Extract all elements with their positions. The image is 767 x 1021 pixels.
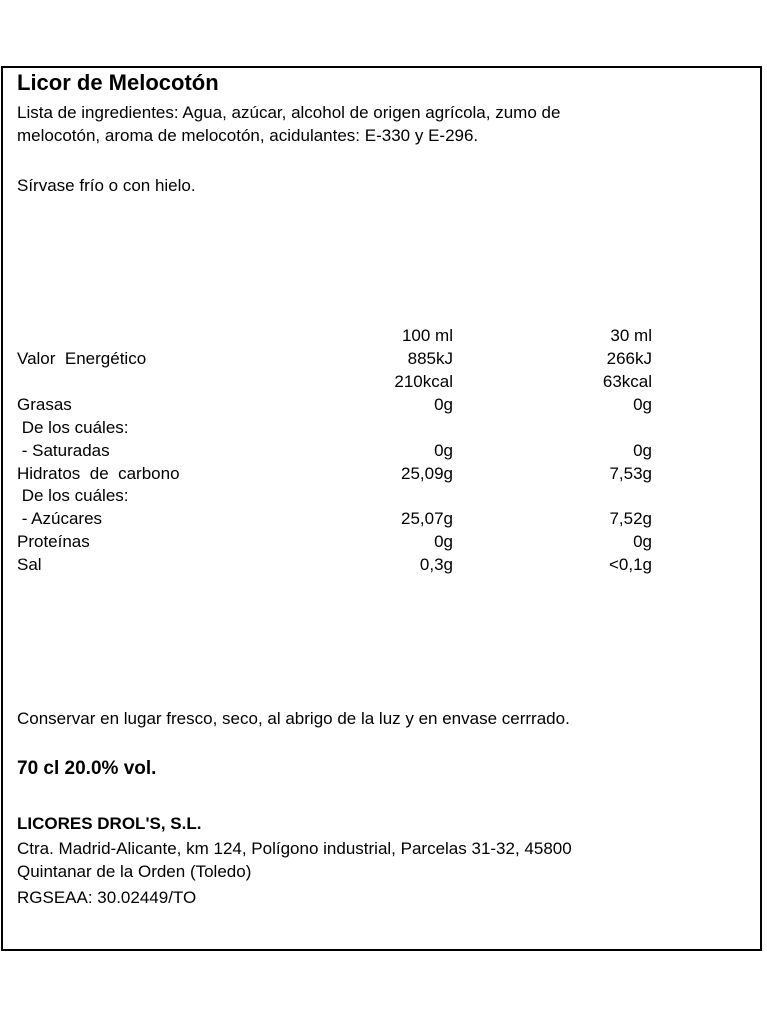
nutrient-name: Sal — [17, 555, 42, 575]
nutrition-row — [3, 441, 764, 464]
company-address-2: Quintanar de la Orden (Toledo) — [17, 862, 252, 881]
nutrient-name: Grasas — [17, 394, 72, 414]
serving-suggestion: Sírvase frío o con hielo. — [17, 176, 196, 195]
value-100ml: 885kJ — [407, 349, 453, 368]
nutrient-name: Hidratos de carbono — [17, 463, 180, 483]
value-30ml: 7,53g — [609, 463, 652, 483]
value-30ml: 7,52g — [609, 509, 652, 529]
header-30ml: 30 ml — [610, 326, 652, 345]
product-label — [1, 66, 762, 951]
value-100ml: 210kcal — [394, 371, 453, 391]
nutrition-row — [3, 372, 764, 395]
value-100ml: 25,07g — [401, 509, 453, 529]
nutrition-row — [3, 418, 764, 441]
nutrition-row — [3, 555, 764, 578]
value-30ml: 0g — [633, 440, 652, 460]
nutrition-row — [3, 486, 764, 509]
product-title: Licor de Melocotón — [17, 70, 219, 95]
value-30ml: 0g — [633, 532, 652, 552]
value-30ml: 63kcal — [602, 371, 652, 391]
header-100ml: 100 ml — [401, 326, 453, 345]
volume-abv: 70 cl 20.0% vol. — [17, 758, 157, 779]
nutrient-name: De los cuáles: — [17, 417, 129, 437]
value-100ml: 0,3g — [419, 555, 453, 575]
nutrition-row — [3, 464, 764, 487]
ingredients-line-2: melocotón, aroma de melocotón, acidulantes: E-330 y E-296. — [17, 126, 479, 145]
nutrition-row — [3, 532, 764, 555]
nutrient-name: Proteínas — [17, 532, 90, 552]
value-30ml: 266kJ — [606, 349, 652, 368]
company-address-1: Ctra. Madrid-Alicante, km 124, Polígono industrial, Parcelas 31-32, 45800 — [17, 839, 572, 858]
value-100ml: 0g — [434, 394, 453, 414]
nutrition-row — [3, 349, 764, 372]
nutrient-name: - Azúcares — [17, 509, 103, 529]
registry-number: RGSEAA: 30.02449/TO — [17, 888, 197, 907]
company-name: LICORES DROL'S, S.L. — [17, 814, 202, 833]
nutrient-name: Valor Energético — [17, 349, 147, 368]
nutrition-header — [3, 326, 764, 349]
ingredients-line-1: Lista de ingredientes: Agua, azúcar, alcohol de origen agrícola, zumo de — [17, 103, 561, 122]
value-30ml: 0g — [633, 394, 652, 414]
value-30ml: <0,1g — [608, 555, 652, 575]
value-100ml: 0g — [434, 440, 453, 460]
nutrient-name: De los cuáles: — [17, 486, 129, 506]
nutrition-row — [3, 395, 764, 418]
nutrient-name: - Saturadas — [17, 440, 110, 460]
value-100ml: 25,09g — [401, 463, 453, 483]
storage-instructions: Conservar en lugar fresco, seco, al abrigo de la luz y en envase cerrrado. — [17, 709, 570, 728]
value-100ml: 0g — [434, 532, 453, 552]
nutrition-row — [3, 509, 764, 532]
